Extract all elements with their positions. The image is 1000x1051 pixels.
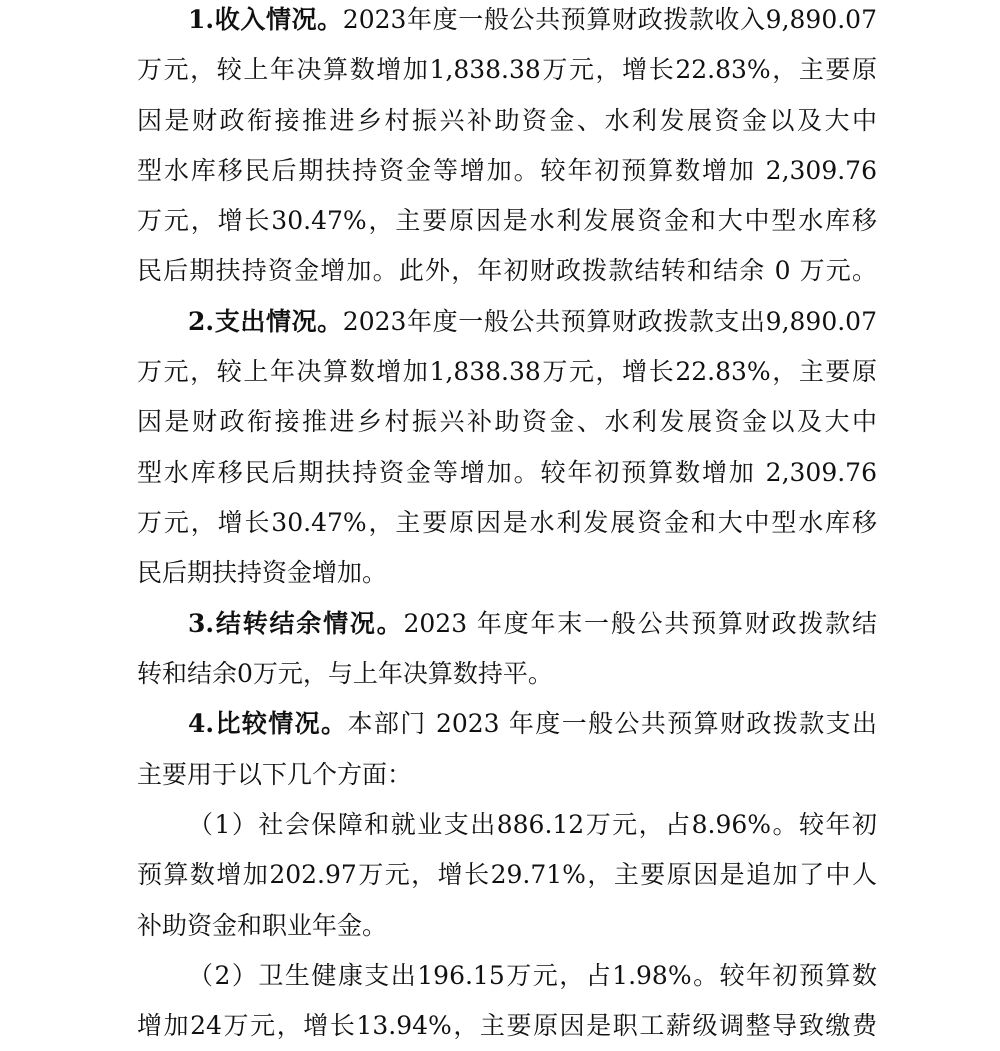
paragraph-item2-line-1: （2）卫生健康支出196.15万元，占1.98%。较年初预算数: [188, 961, 877, 990]
paragraph-item1-line-1: （1）社会保障和就业支出886.12万元，占8.96%。较年初: [188, 810, 877, 839]
heading-carryover: 3.结转结余情况。: [188, 609, 404, 638]
paragraph-expense-line-3: 因是财政衔接推进乡村振兴补助资金、水利发展资金以及大中: [137, 407, 877, 436]
paragraph-carryover-line-2: 转和结余0万元，与上年决算数持平。: [137, 659, 553, 688]
paragraph-expense-line-2: 万元，较上年决算数增加1,838.38万元，增长22.83%，主要原: [137, 357, 877, 386]
paragraph-income-line-2: 万元，较上年决算数增加1,838.38万元，增长22.83%，主要原: [137, 55, 877, 84]
paragraph-comparison-line-1: 4.比较情况。本部门 2023 年度一般公共预算财政拨款支出: [188, 709, 877, 738]
heading-expense: 2.支出情况。: [188, 307, 343, 336]
paragraph-income-line-1: 1.收入情况。2023年度一般公共预算财政拨款收入9,890.07: [188, 5, 877, 34]
paragraph-expense-line-4: 型水库移民后期扶持资金等增加。较年初预算数增加 2,309.76: [137, 458, 877, 487]
heading-income: 1.收入情况。: [188, 5, 343, 34]
paragraph-income-line-4: 型水库移民后期扶持资金等增加。较年初预算数增加 2,309.76: [137, 156, 877, 185]
paragraph-expense-line-6: 民后期扶持资金增加。: [137, 558, 388, 587]
paragraph-item2-line-2: 增加24万元，增长13.94%，主要原因是职工薪级调整导致缴费: [137, 1011, 877, 1040]
paragraph-expense-line-1: 2.支出情况。2023年度一般公共预算财政拨款支出9,890.07: [188, 307, 877, 336]
paragraph-income-line-3: 因是财政衔接推进乡村振兴补助资金、水利发展资金以及大中: [137, 106, 877, 135]
paragraph-carryover-line-1: 3.结转结余情况。2023 年度年末一般公共预算财政拨款结: [188, 609, 877, 638]
paragraph-income-line-5: 万元，增长30.47%，主要原因是水利发展资金和大中型水库移: [137, 206, 877, 235]
paragraph-item1-line-2: 预算数增加202.97万元，增长29.71%，主要原因是追加了中人: [137, 860, 877, 889]
paragraph-expense-line-5: 万元，增长30.47%，主要原因是水利发展资金和大中型水库移: [137, 508, 877, 537]
paragraph-comparison-line-2: 主要用于以下几个方面：: [137, 760, 413, 789]
paragraph-income-line-6: 民后期扶持资金增加。此外，年初财政拨款结转和结余 0 万元。: [137, 256, 877, 285]
paragraph-item1-line-3: 补助资金和职业年金。: [137, 911, 388, 940]
heading-comparison: 4.比较情况。: [188, 709, 348, 738]
